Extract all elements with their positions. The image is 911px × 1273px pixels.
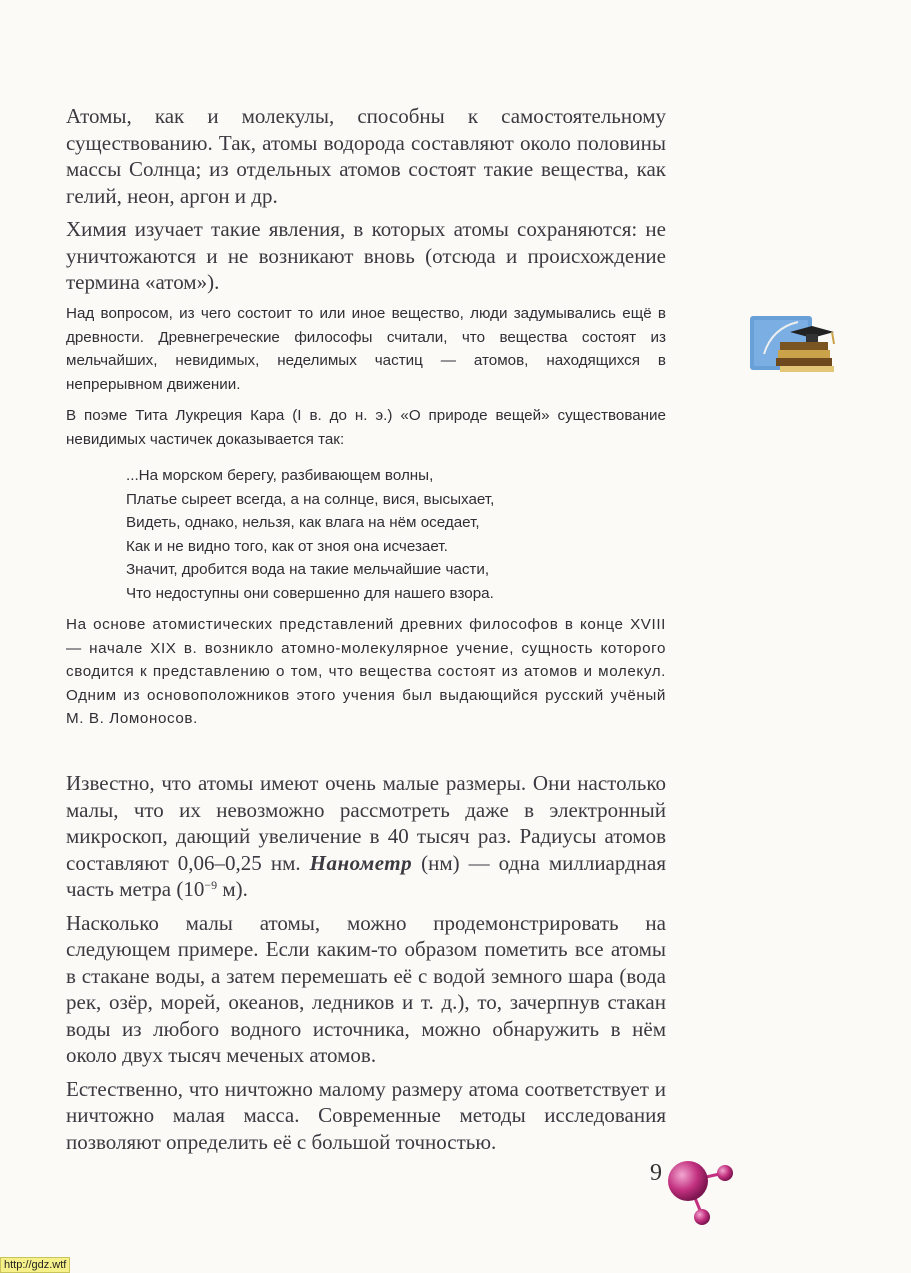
watermark-link[interactable]: http://gdz.wtf xyxy=(0,1257,70,1273)
poem-line: Видеть, однако, нельзя, как влага на нём оседает, xyxy=(126,514,480,532)
paragraph-atoms-existence: Атомы, как и молекулы, способны к самостоятельному существованию. Так, атомы водорода составляют около половины массы Солнца; из отдельных атомов состоят такие вещества, как гелий, неон, аргон и др. xyxy=(66,104,666,208)
page-number: 9 xyxy=(650,1160,662,1186)
term-nanometer: Нанометр xyxy=(309,850,413,875)
paragraph-atom-mass: Естественно, что ничтожно малому размеру атома соответствует и ничтожно малая масса. Современные методы исследования позволяют определить её с большой точностью. xyxy=(66,1076,666,1154)
poem-line: Как и не видно того, как от зноя она исчезает. xyxy=(126,537,448,555)
aside-paragraph-lomonosov: На основе атомистических представлений древних философов в конце XVIII — начале XIX в. возникло атомно-молекулярное учение, сущность которого сводится к представлению о том, что вещества состоят из атомов и молекул. Одним из основоположников этого учения был выдающийся русский учёный М. В. Ломоносов. xyxy=(66,616,666,728)
books-graduation-cap-icon xyxy=(750,308,838,378)
aside-paragraph-ancient: Над вопросом, из чего состоит то или иное вещество, люди задумывались ещё в древности. Древнегреческие философы считали, что вещества состоят из мельчайших, невидимых, неделимых частиц — атомов, находящихся в непрерывном движении. xyxy=(66,305,666,393)
aside-paragraph-lucretius: В поэме Тита Лукреция Кара (I в. до н. э.) «О природе вещей» существование невидимых частичек доказывается так: xyxy=(66,407,666,448)
exponent: −9 xyxy=(204,878,218,892)
intro-text xyxy=(66,103,666,302)
paragraph-atom-size: Известно, что атомы имеют очень малые размеры. Они настолько малы, что их невозможно рассмотреть даже в электронный микроскоп, дающий увеличение в 40 тысяч раз. Радиусы атомов составляют 0,06–0,25 нм. Нанометр (нм) — одна миллиардная часть метра ($10^{-9}$ м). xyxy=(66,771,666,901)
aside-history xyxy=(66,302,666,460)
paragraph-chemistry-studies: Химия изучает такие явления, в которых атомы сохраняются: не уничтожаются и не возникают вновь (отсюда и происхождение термина «атом»). xyxy=(66,217,666,294)
poem-line: Платье сыреет всегда, а на солнце, вися, высыхает, xyxy=(126,490,495,508)
paragraph-water-example: Насколько малы атомы, можно продемонстрировать на следующем примере. Если каким-то образом пометить все атомы в стакане воды, а затем перемешать её с водой земного шара (вода рек, озёр, морей, океанов, ледников и т. д.), то, зачерпнув стакан воды из любого водного источника, можно обнаружить в нём около двух тысяч меченых атомов. xyxy=(66,910,666,1067)
poem-quote xyxy=(126,464,666,606)
poem-line: Значит, дробится вода на такие мельчайшие части, xyxy=(126,561,490,579)
poem-line: Что недоступны они совершенно для нашего взора. xyxy=(126,584,494,602)
main-text xyxy=(66,770,666,1161)
poem-line: ...На морском берегу, разбивающем волны, xyxy=(126,467,434,484)
aside-atomic-theory xyxy=(66,613,666,739)
molecule-decoration-icon xyxy=(660,1155,740,1235)
